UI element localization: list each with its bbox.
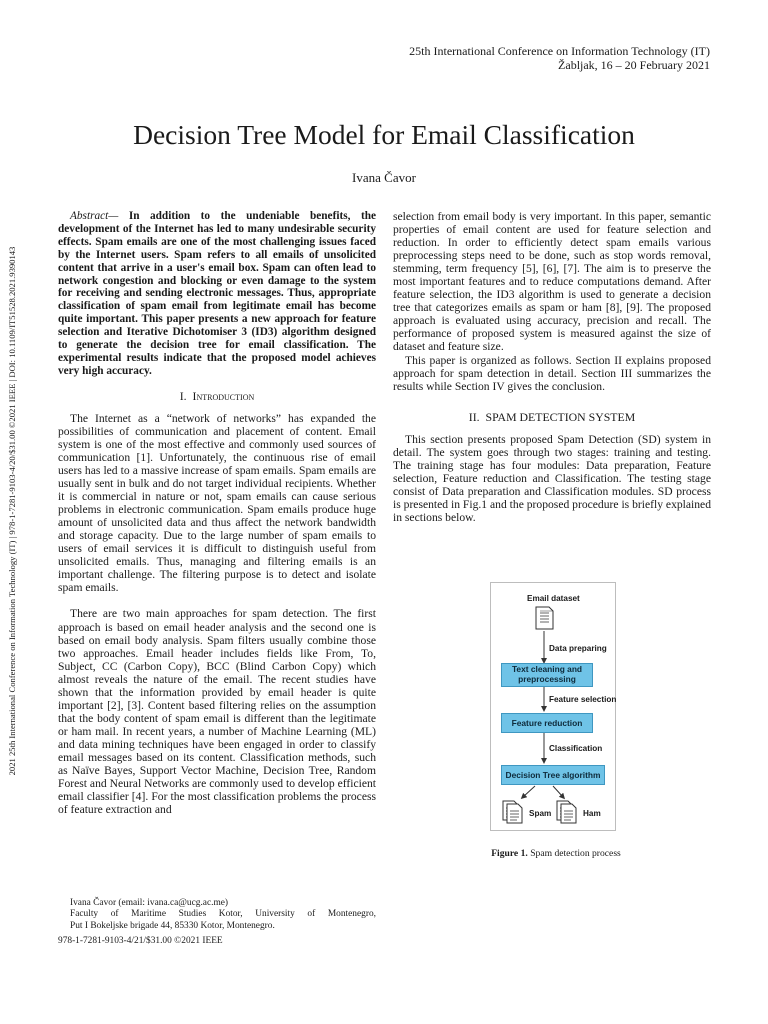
figure-caption-label: Figure 1.	[491, 848, 528, 859]
footnote-email: Ivana Čavor (email: ivana.ca@ucg.ac.me)	[70, 898, 229, 908]
author-name: Ivana Čavor	[352, 170, 416, 185]
spam-label: Spam	[529, 809, 552, 818]
email-dataset-icon	[536, 607, 553, 629]
paper-organization-paragraph: This paper is organized as follows. Section II explains proposed approach for spam detection in detail. Section III summarizes the results while Section IV gives the conclusion.	[393, 353, 711, 393]
section-heading-spam-detection	[393, 411, 711, 424]
figure-caption-text: Spam detection process	[530, 848, 621, 859]
abstract-label: Abstract—	[70, 210, 119, 222]
feature-selection-label: Feature selection	[549, 695, 617, 704]
conference-name: 25th International Conference on Information Technology (IT)	[409, 44, 710, 58]
abstract-text: In addition to the undeniable benefits, the development of the Internet has led to many undesirable security effects. Spam emails are one of the most challenging issues faced by the Internet users. Spam refers to all emails of unsolicited content that arrive in a user's email box. Spam can often lead to network congestion and blocking or even damage to the system for receiving and sending electronic messages. Thus, appropriate classification of spam email from legitimate email has become quite important. This paper presents a new approach for feature selection and Iterative Dichotomiser 3 (ID3) algorithm designed to generate the decision tree for email classification. The experimental results indicate that the proposed model achieves very high accuracy.	[58, 210, 377, 377]
left-column	[58, 210, 376, 816]
abstract	[58, 210, 376, 378]
doi-sidebar: 2021 25th International Conference on Information Technology (IT) | 978-1-7281-9103-4/20/$31.00 ©2021 IEEE | DOI: 10.1109/IT51528.2021.9390143	[7, 246, 17, 776]
email-dataset-label: Email dataset	[527, 594, 580, 603]
section-title: Introduction	[192, 388, 255, 403]
classification-label: Classification	[549, 744, 603, 753]
intro-continuation: selection from email body is very important. In this paper, semantic properties of email content are used for feature selection and reduction. In order to efficiently detect spam emails various preprocessing steps need to be done, such as stop words removal, stemming, term frequency [5], [6], [7]. The aim is to preserve the most important features and to reduce computations demand. After feature selection, the ID3 algorithm is used to generate a decision tree that categorizes emails as spam or ham [8], [9]. The proposed approach is evaluated using accuracy, precision and recall. The performance of proposed system is measured against the size of dataset and feature size.	[393, 210, 711, 354]
figure-caption	[430, 848, 682, 859]
section-heading-introduction	[58, 390, 376, 403]
intro-paragraph-1: The Internet as a “network of networks” has expanded the possibilities of communication and placement of content. Email system is one of the most effective and commonly used sources of communication [1]. Unfortunately, the continuous rise of email users has led to a massive increase of spam emails. Spam emails are usually sent in bulk and do not target individual recipients. Whether it is commercial in nature or not, spam emails can cause serious problems in electronic communication. Spam emails produce huge amount of unsolicited data and thus affect the network bandwidth and storage capacity. Due to the large number of spam emails to users of email services it is difficult to distinguish useful from unsolicited emails. Thus, managing and filtering emails is an important challenge. The filtering purpose is to detect and isolate spam emails.	[58, 411, 376, 595]
ham-label: Ham	[583, 809, 601, 818]
copyright-line: 978-1-7281-9103-4/21/$31.00 ©2021 IEEE	[58, 936, 223, 946]
conference-header	[409, 44, 710, 72]
section-numeral: I.	[179, 388, 187, 403]
intro-paragraph-2: There are two main approaches for spam detection. The first approach is based on email header analysis and the second one is based on email body analysis. Spam filters usually combine those two approaches. Email header includes fields like From, To, Subject, CC (Carbon Copy), BCC (Blind Carbon Copy) which almost reveals the nature of the email. The recent studies have shown that the information provided by email header is quite important [2], [3]. Content based filtering relies on the assumption that the body content of spam email is different than the legitimate or ham mail. In recent years, a number of Machine Learning (ML) and data mining techniques have been engaged in order to classify email messages based on its content. Classification methods, such as Naïve Bayes, Support Vector Machine, Decision Tree, Random Forest and Neural Networks are commonly used to develop efficient email classifier [4]. For the most classification problems the process of feature extraction and	[58, 607, 376, 817]
arrow-to-spam	[523, 786, 535, 797]
section-numeral: II.	[468, 409, 480, 424]
footnote-affiliation: Faculty of Maritime Studies Kotor, University of Montenegro,	[70, 909, 376, 920]
figure-spam-detection-diagram	[490, 582, 616, 831]
spam-document-icon	[503, 801, 522, 823]
author-footnote	[70, 898, 376, 932]
footnote-address: Put I Bokeljske brigade 44, 85330 Kotor, Montenegro.	[70, 920, 275, 931]
data-preparing-label: Data preparing	[549, 644, 607, 653]
text-cleaning-box: Text cleaning and preprocessing	[501, 663, 593, 687]
arrow-to-ham	[553, 786, 563, 797]
paper-title: Decision Tree Model for Email Classification	[133, 119, 635, 150]
diagram-connectors	[491, 583, 615, 830]
feature-reduction-box: Feature reduction	[501, 713, 593, 733]
conference-location-date: Žabljak, 16 – 20 February 2021	[558, 58, 710, 72]
section-title: SPAM DETECTION SYSTEM	[485, 409, 636, 424]
decision-tree-box: Decision Tree algorithm	[501, 765, 605, 785]
spam-detection-paragraph: This section presents proposed Spam Detection (SD) system in detail. The system goes through two stages: training and testing. The training stage has four modules: Data preparation, Feature selection, Feature reduction and Classification. The testing stage consist of Data preparation and Classification modules. SD process is presented in Fig.1 and the proposed procedure is briefly explained in sections below.	[393, 432, 711, 524]
ham-document-icon	[557, 801, 576, 823]
right-column	[393, 210, 711, 524]
